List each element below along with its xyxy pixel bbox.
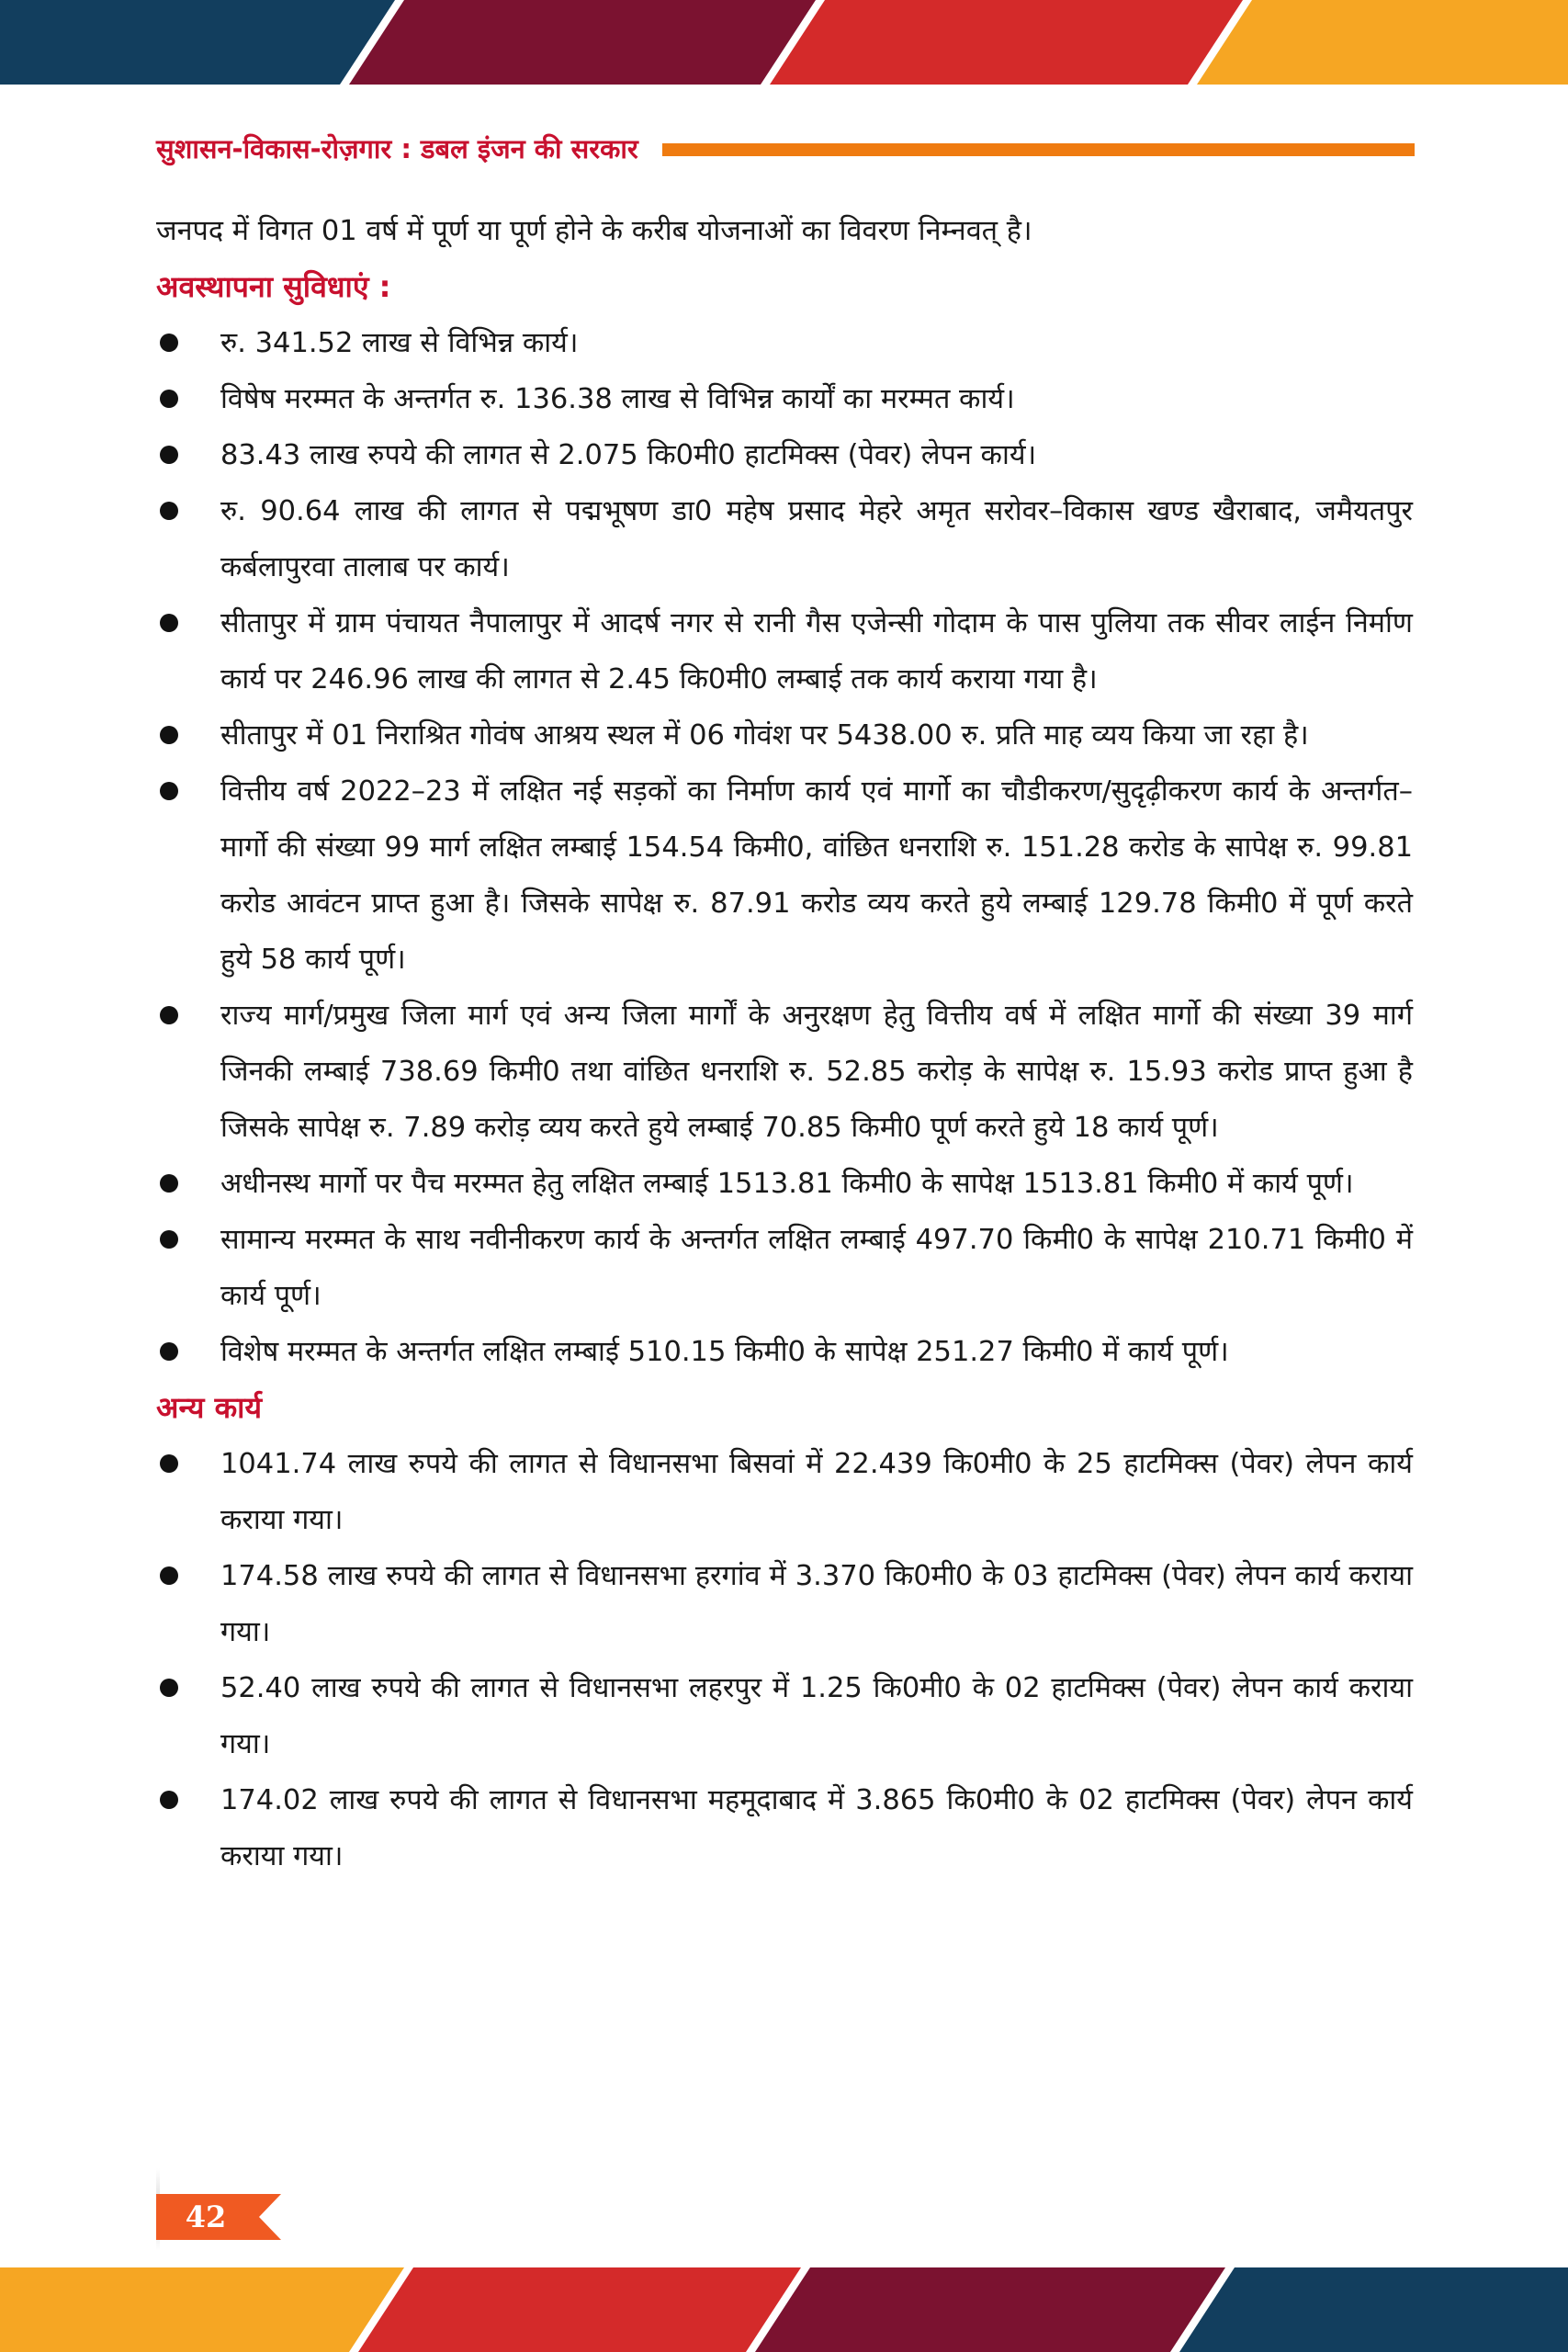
list-item-text: अधीनस्थ मार्गो पर पैच मरम्मत हेतु लक्षित लम्बाई 1513.81 किमी0 के सापेक्ष 1513.81 किमी0 में कार्य पूर्ण। [220, 1168, 1354, 1200]
band-amber-segment [1197, 0, 1568, 85]
list-item-text: 174.02 लाख रुपये की लागत से विधानसभा महमूदाबाद में 3.865 कि0मी0 के 02 हाटमिक्स (पेवर) लेपन कार्य कराया गया। [220, 1784, 1413, 1872]
list-item-text: 1041.74 लाख रुपये की लागत से विधानसभा बिसवां में 22.439 कि0मी0 के 25 हाटमिक्स (पेवर) लेपन कार्य कराया गया। [220, 1448, 1413, 1536]
list-item [156, 1324, 1413, 1380]
header-rule [662, 143, 1415, 156]
bullet-icon [160, 502, 178, 520]
list-item-text: वित्तीय वर्ष 2022–23 में लक्षित नई सड़कों का निर्माण कार्य एवं मार्गो का चौडीकरण/सुदृढ़ीकरण कार्य के अन्तर्गत–मार्गो की संख्या 99 मार्ग लक्षित लम्बाई 154.54 किमी0, वांछित धनराशि रु. 151.28 करोड के सापेक्ष रु. 99.81 करोड आवंटन प्राप्त हुआ है। जिसके सापेक्ष रु. 87.91 करोड व्यय करते हुये लम्बाई 129.78 किमी0 में पूर्ण करते हुये 58 कार्य पूर्ण। [220, 775, 1413, 976]
other-works-list [156, 1436, 1413, 1884]
band-maroon-segment [755, 2267, 1225, 2352]
list-item-text: रु. 90.64 लाख की लागत से पद्मभूषण डा0 महेष प्रसाद मेहरे अमृत सरोवर–विकास खण्ड खैराबाद, जमैयतपुर कर्बलापुरवा तालाब पर कार्य। [220, 495, 1413, 583]
running-header [156, 125, 1415, 171]
header-title: सुशासन-विकास-रोज़गार : डबल इंजन की सरकार [156, 132, 638, 164]
page-number: 42 [185, 2199, 227, 2234]
bullet-icon [160, 1174, 178, 1193]
list-item [156, 371, 1413, 427]
intro-paragraph: जनपद में विगत 01 वर्ष में पूर्ण या पूर्ण होने के करीब योजनाओं का विवरण निम्नवत् है। [156, 215, 1032, 247]
section-heading-infrastructure: अवस्थापना सुविधाएं : [156, 269, 391, 304]
list-item [156, 1212, 1413, 1324]
band-red-segment [770, 0, 1243, 85]
bullet-icon [160, 1230, 178, 1249]
bullet-icon [160, 446, 178, 464]
list-item-text: 174.58 लाख रुपये की लागत से विधानसभा हरगांव में 3.370 कि0मी0 के 03 हाटमिक्स (पेवर) लेपन कार्य कराया गया। [220, 1560, 1413, 1648]
list-item-text: सीतापुर में 01 निराश्रित गोवंष आश्रय स्थल में 06 गोवंश पर 5438.00 रु. प्रति माह व्यय किया जा रहा है। [220, 719, 1309, 752]
list-item [156, 763, 1413, 988]
list-item-text: रु. 341.52 लाख से विभिन्न कार्य। [220, 327, 579, 359]
band-navy-segment [0, 0, 395, 85]
list-item [156, 483, 1413, 595]
band-red-segment [358, 2267, 801, 2352]
list-item-text: विशेष मरम्मत के अन्तर्गत लक्षित लम्बाई 510.15 किमी0 के सापेक्ष 251.27 किमी0 में कार्य पूर्ण। [220, 1336, 1229, 1368]
list-item-text: सामान्य मरम्मत के साथ नवीनीकरण कार्य के अन्तर्गत लक्षित लम्बाई 497.70 किमी0 के सापेक्ष 210.71 किमी0 में कार्य पूर्ण। [220, 1224, 1413, 1312]
list-item [156, 1660, 1413, 1772]
bullet-icon [160, 334, 178, 352]
list-item-text: 52.40 लाख रुपये की लागत से विधानसभा लहरपुर में 1.25 कि0मी0 के 02 हाटमिक्स (पेवर) लेपन कार्य कराया गया। [220, 1672, 1413, 1760]
bullet-icon [160, 390, 178, 408]
list-item [156, 988, 1413, 1156]
bullet-icon [160, 1454, 178, 1473]
main-content [156, 203, 1413, 1884]
list-item [156, 1436, 1413, 1548]
band-navy-segment [1179, 2267, 1568, 2352]
list-item-text: सीतापुर में ग्राम पंचायत नैपालापुर में आदर्ष नगर से रानी गैस एजेन्सी गोदाम के पास पुलिया तक सीवर लाईन निर्माण कार्य पर 246.96 लाख की लागत से 2.45 कि0मी0 लम्बाई तक कार्य कराया गया है। [220, 607, 1413, 695]
list-item-text: राज्य मार्ग/प्रमुख जिला मार्ग एवं अन्य जिला मार्गों के अनुरक्षण हेतु वित्तीय वर्ष में लक्षित मार्गो की संख्या 39 मार्ग जिनकी लम्बाई 738.69 किमी0 तथा वांछित धनराशि रु. 52.85 करोड़ के सापेक्ष रु. 15.93 करोड प्राप्त हुआ है जिसके सापेक्ष रु. 7.89 करोड़ व्यय करते हुये लम्बाई 70.85 किमी0 पूर्ण करते हुये 18 कार्य पूर्ण। [220, 1000, 1413, 1144]
band-maroon-segment [349, 0, 816, 85]
section-heading-other-works: अन्य कार्य [156, 1390, 263, 1425]
list-item [156, 707, 1413, 763]
list-item [156, 1772, 1413, 1884]
bullet-icon [160, 1006, 178, 1024]
top-band-graphic [0, 0, 1568, 85]
bullet-icon [160, 1342, 178, 1361]
bullet-icon [160, 1679, 178, 1697]
infrastructure-list [156, 315, 1413, 1380]
bullet-icon [160, 1791, 178, 1809]
bullet-icon [160, 782, 178, 800]
page-number-badge [156, 2194, 281, 2240]
band-amber-segment [0, 2267, 404, 2352]
list-item [156, 595, 1413, 707]
list-item [156, 315, 1413, 371]
list-item [156, 1548, 1413, 1660]
bullet-icon [160, 726, 178, 744]
list-item-text: 83.43 लाख रुपये की लागत से 2.075 कि0मी0 हाटमिक्स (पेवर) लेपन कार्य। [220, 439, 1037, 471]
list-item-text: विषेष मरम्मत के अन्तर्गत रु. 136.38 लाख से विभिन्न कार्यों का मरम्मत कार्य। [220, 383, 1015, 415]
bottom-decorative-band [0, 2267, 1568, 2352]
list-item [156, 427, 1413, 483]
list-item [156, 1156, 1413, 1212]
bottom-band-graphic [0, 2267, 1568, 2352]
bullet-icon [160, 1566, 178, 1585]
top-decorative-band [0, 0, 1568, 85]
bullet-icon [160, 614, 178, 632]
